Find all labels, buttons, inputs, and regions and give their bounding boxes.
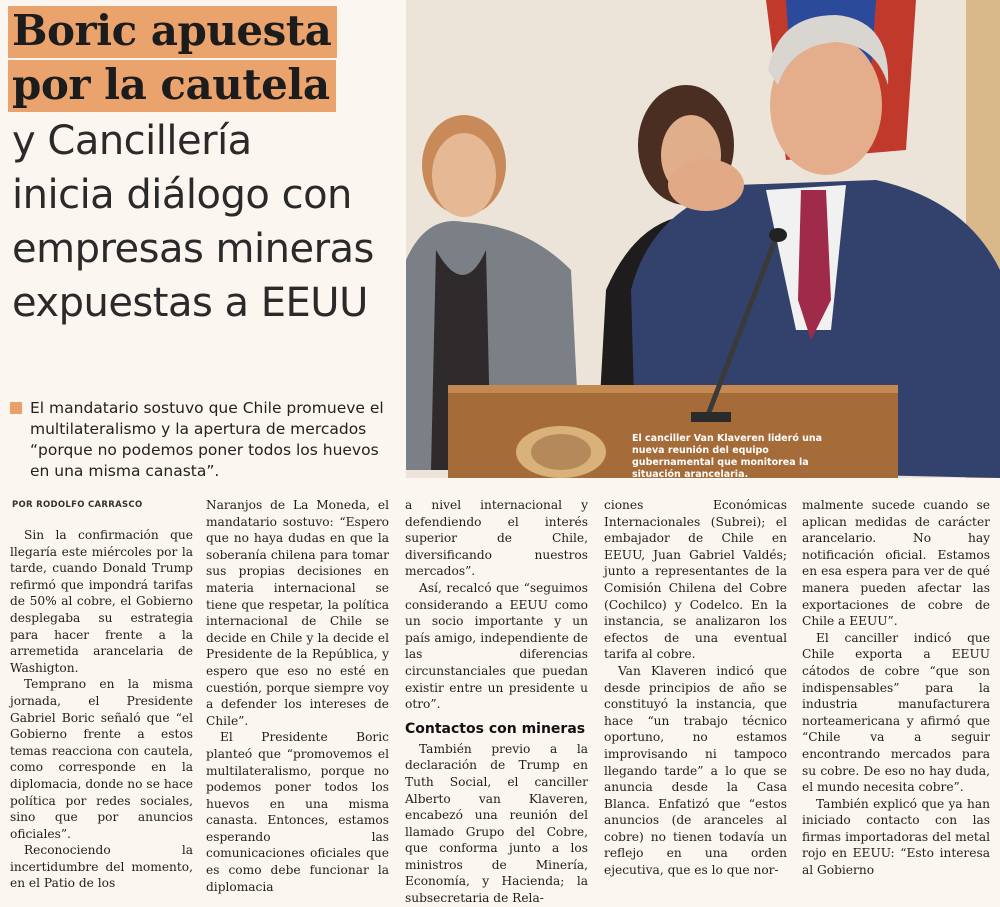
headline-line-5: empresas mineras [12,226,374,272]
headline-line-4: inicia diálogo con [12,172,352,218]
square-bullet-icon [10,402,22,414]
paragraph: Temprano en la misma jornada, el Presidente Gabriel Boric señaló que “el Gobierno frente a estos temas reacciona con cautela, como corresponde en la diplomacia, donde no se hace política por redes sociales, sino que por anuncios oficiales”. [10,677,193,841]
paragraph: Sin la confirmación que llegaría este miércoles por la tarde, cuando Donald Trump refirmó que impondrá tarifas de 50% al cobre, el Gobierno desplegaba su estrategia para hacer frente a la arremetida arancelaria de Washigton. [10,528,193,675]
photo-caption: El canciller Van Klaveren lideró una nueva reunión del equipo gubernamental que monitorea la situación arancelaria. [632,433,823,478]
article-column-2 [206,497,389,895]
headline-highlight-line-2: por la cautela [8,60,336,112]
paragraph: Naranjos de La Moneda, el mandatario sostuvo: “Espero que no haya dudas en que la soberanía chilena para tomar sus propias decisiones en materia internacional se tiene que respetar, la política internacional de Chile se decide en Chile y la decide el Presidente de la República, y espero que eso no esté en cuestión, porque siempre voy a defender los intereses de Chile”. [206,498,389,728]
headline-highlight-line-1: Boric apuesta [8,6,337,58]
paragraph: Reconociendo la incertidumbre del momento, en el Patio de los [10,843,193,891]
paragraph: El Presidente Boric planteó que “promovemos el multilateralismo, porque no podemos poner todos los huevos en una misma canasta. Entonces, estamos esperando las comunicaciones oficiales que es como debe funcionar la diplomacia [206,730,389,894]
paragraph: Van Klaveren indicó que desde principios de año se constituyó la instancia, que hace “un trabajo técnico oportuno, no estamos improvisando ni tampoco llegando tarde” a lo que se anuncia desde la Casa Blanca. Enfatizó que “estos anuncios (de aranceles al cobre) no tienen todavía un reflejo en una orden ejecutiva, que es lo que nor- [604,663,787,878]
paragraph: Así, recalcó que “seguimos considerando a EEUU como un socio importante y un país amigo, independiente de las diferencias circunstanciales que puedan existir entre un presidente u otro”. [405,580,588,712]
headline-line-3: y Cancillería [12,118,252,164]
headline-line-6: expuestas a EEUU [12,280,368,326]
news-photo [406,0,1000,478]
section-subhead: Contactos con mineras [405,720,586,737]
article-column-4 [604,497,787,879]
paragraph: También explicó que ya han iniciado contacto con las firmas importadoras del metal rojo en EEUU: “Esto interesa al Gobierno [802,796,990,878]
article-column-1 [10,527,193,892]
press-conference-illustration [406,0,1000,478]
article-column-5 [802,497,990,879]
byline: POR RODOLFO CARRASCO [12,500,143,510]
article-column-3 [405,497,588,907]
lede [8,398,398,482]
lede-text: El mandatario sostuvo que Chile promueve el multilateralismo y la apertura de mercados “porque no podemos poner todos los huevos en una misma canasta”. [30,399,384,480]
paragraph: a nivel internacional y defendiendo el interés superior de Chile, diversificando nuestros mercados”. [405,498,588,579]
paragraph: El canciller indicó que Chile exporta a EEUU cátodos de cobre “que son indispensables” para la industria manufacturera norteamericana y afirmó que “Chile va a seguir encontrando mercados para su cobre. De eso no hay duda, el mundo necesita cobre”. [802,630,990,795]
paragraph: ciones Económicas Internacionales (Subrei); el embajador de Chile en EEUU, Juan Gabriel Valdés; junto a representantes de la Comisión Chilena del Cobre (Cochilco) y Codelco. En la instancia, se analizaron los efectos de una eventual tarifa al cobre. [604,498,787,662]
headline [8,6,428,330]
paragraph: También previo a la declaración de Trump en Tuth Social, el canciller Alberto van Klaveren, encabezó una reunión del llamado Grupo del Cobre, que conforma junto a los ministros de Minería, Economía, y Hacienda; la subsecretaria de Rela- [405,741,588,906]
paragraph: malmente sucede cuando se aplican medidas de carácter arancelario. No hay notificación oficial. Estamos en esa espera para ver de qué manera pueden afectar las exportaciones de cobre de Chile a EEUU”. [802,498,990,629]
